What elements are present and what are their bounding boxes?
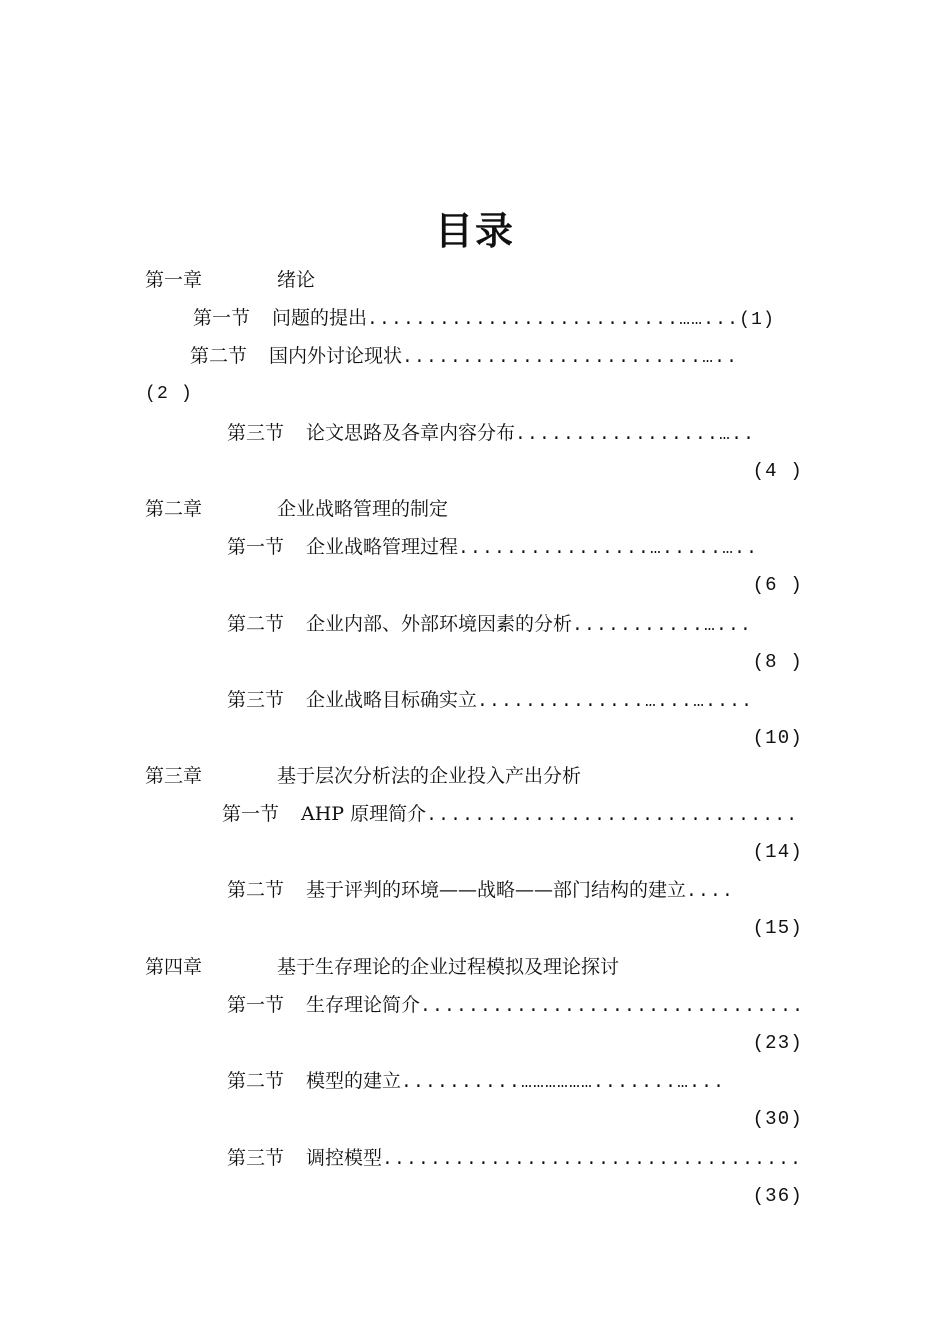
section-label: 第一节: [193, 307, 251, 329]
dot-leader: ...........…...: [572, 616, 753, 636]
chapter-heading: [145, 955, 619, 979]
section-title: 企业战略管理过程: [306, 536, 459, 558]
section-label: 第一节: [227, 994, 285, 1016]
section-title: 论文思路及各章内容分布: [306, 422, 516, 444]
chapter-heading: [145, 497, 448, 521]
chapter-title: 绪论: [277, 269, 316, 291]
toc-entry: [222, 802, 798, 828]
page-number: (15): [752, 917, 803, 939]
page-title: 目录: [434, 209, 515, 253]
dot-leader: .........................…..: [402, 348, 739, 368]
toc-entry: [227, 878, 734, 904]
dot-leader: .................…..: [515, 425, 756, 445]
chapter-label: 第二章: [145, 498, 203, 520]
section-title: 基于评判的环境——战略——部门结构的建立: [306, 879, 687, 901]
dot-leader: ..........................……...: [367, 310, 740, 330]
section-title: 模型的建立: [306, 1070, 402, 1092]
dot-leader: ..............…...…....: [477, 692, 754, 712]
section-label: 第二节: [190, 345, 248, 367]
chapter-heading: [145, 764, 581, 788]
chapter-label: 第四章: [145, 956, 203, 978]
chapter-label: 第三章: [145, 765, 203, 787]
toc-entry: [227, 535, 758, 561]
page-number: (30): [752, 1108, 803, 1130]
page-number: (14): [752, 841, 803, 863]
section-label: 第三节: [227, 689, 285, 711]
section-label: 第三节: [227, 422, 285, 444]
toc-entry: [227, 993, 804, 1019]
section-title: 问题的提出: [272, 307, 368, 329]
dot-leader: ................................: [420, 997, 805, 1017]
page-number: (2 ): [145, 384, 194, 404]
dot-leader: ..........……………….......…...: [401, 1073, 726, 1093]
page-number: (23): [752, 1032, 803, 1054]
section-title: 企业战略目标确实立: [306, 689, 478, 711]
page-number: (4 ): [752, 460, 803, 482]
page-number: (6 ): [752, 574, 803, 596]
section-label: 第二节: [227, 879, 285, 901]
chapter-title: 基于生存理论的企业过程模拟及理论探讨: [277, 956, 620, 978]
dot-leader: ....: [686, 882, 735, 902]
section-title: 企业内部、外部环境因素的分析: [306, 613, 573, 635]
section-label: 第三节: [227, 1147, 285, 1169]
section-label: 第一节: [227, 536, 285, 558]
page-number: (1): [739, 310, 776, 330]
dot-leader: ................….....…..: [458, 539, 759, 559]
section-title: 生存理论简介: [306, 994, 421, 1016]
chapter-title: 基于层次分析法的企业投入产出分析: [277, 765, 582, 787]
section-label: 第二节: [227, 613, 285, 635]
section-label: 第二节: [227, 1070, 285, 1092]
toc-entry: [227, 1146, 802, 1172]
chapter-label: 第一章: [145, 269, 203, 291]
toc-entry: [227, 612, 752, 638]
toc-entry: [193, 306, 775, 332]
toc-entry: [227, 421, 755, 447]
toc-entry: [190, 344, 738, 370]
section-title: 国内外讨论现状: [269, 345, 403, 367]
section-title: AHP 原理简介: [301, 803, 427, 825]
dot-leader: ...............................: [426, 806, 799, 826]
chapter-title: 企业战略管理的制定: [277, 498, 449, 520]
section-label: 第一节: [222, 803, 280, 825]
toc-entry: [227, 1069, 725, 1095]
dot-leader: ...................................: [382, 1150, 803, 1170]
page-number: (36): [752, 1185, 803, 1207]
page-number: (10): [752, 727, 803, 749]
toc-entry: [227, 688, 753, 714]
chapter-heading: [145, 268, 315, 292]
section-title: 调控模型: [306, 1147, 383, 1169]
page-number: (8 ): [752, 651, 803, 673]
